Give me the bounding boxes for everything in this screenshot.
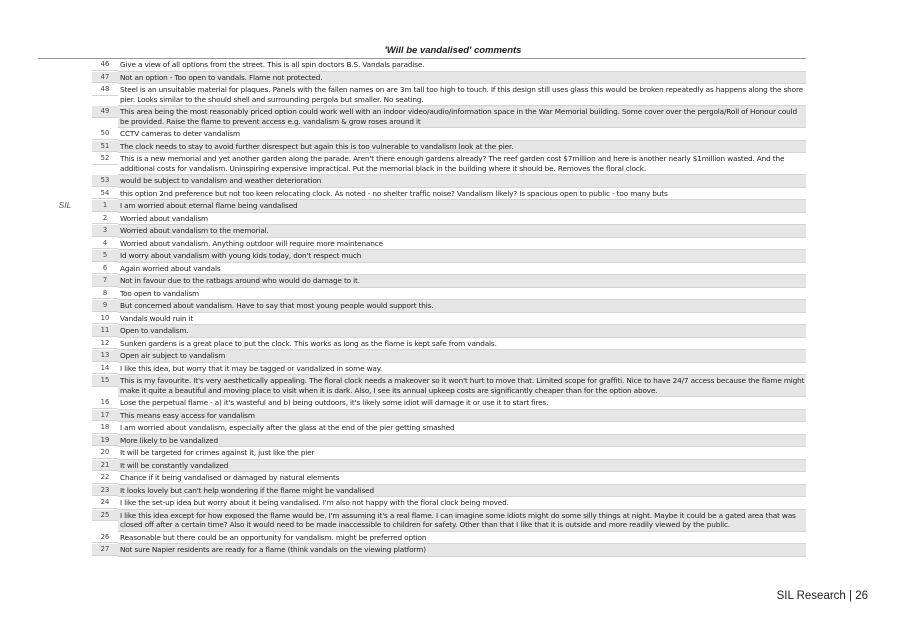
row-number: 19	[92, 435, 118, 447]
comment-text: I like this idea except for how exposed the flame would be. I'm assuming it's a real flame. I can imagine some idiots might do some silly things at night. Maybe it could be a gated area that was closed off after a certain time? Also it would need to be made inaccessible to children for safety. Other than that I like that it is outside and more readily viewed by the public.	[118, 510, 806, 532]
group-label	[38, 153, 92, 154]
comment-text: Steel is an unsuitable material for plaques. Panels with the fallen names on are 3m tall too high to touch. If this design still uses glass this would be broken repeatedly as happens along the shore pier. Looks similar to the should shell and surrounding pergola but smaller. No seating.	[118, 84, 806, 106]
table-row	[38, 422, 806, 435]
group-label	[38, 472, 92, 473]
row-number: 22	[92, 472, 118, 484]
group-label	[38, 410, 92, 411]
table-row	[38, 275, 806, 288]
group-label	[38, 497, 92, 498]
table-row	[38, 325, 806, 338]
row-number: 49	[92, 106, 118, 118]
group-label	[38, 128, 92, 129]
page-title: 'Will be vandalised' comments	[384, 45, 522, 56]
row-number: 14	[92, 363, 118, 375]
group-label	[38, 59, 92, 60]
group-label	[38, 225, 92, 226]
table-row	[38, 397, 806, 410]
table-row	[38, 375, 806, 397]
table-row	[38, 532, 806, 545]
table-row	[38, 188, 806, 201]
row-number: 25	[92, 510, 118, 522]
comment-text: Open to vandalism.	[118, 325, 806, 338]
comment-text: Reasonable but there could be an opportunity for vandalism. might be preferred option	[118, 532, 806, 545]
comment-text: I am worried about eternal flame being vandalised	[118, 200, 806, 213]
group-label	[38, 213, 92, 214]
table-row	[38, 338, 806, 351]
group-label	[38, 175, 92, 176]
table-row	[38, 485, 806, 498]
table-row	[38, 263, 806, 276]
row-number: 15	[92, 375, 118, 387]
group-label	[38, 72, 92, 73]
comment-text: The clock needs to stay to avoid further disrespect but again this is too vulnerable to vandalism look at the pier.	[118, 141, 806, 154]
row-number: 54	[92, 188, 118, 200]
group-label	[38, 275, 92, 276]
group-label	[38, 106, 92, 107]
row-number: 50	[92, 128, 118, 140]
group-label	[38, 84, 92, 85]
group-label	[38, 250, 92, 251]
table-row	[38, 153, 806, 175]
table-row	[38, 128, 806, 141]
row-number: 51	[92, 141, 118, 153]
table-row	[38, 460, 806, 473]
table-row	[38, 141, 806, 154]
comment-text: Worried about vandalism	[118, 213, 806, 226]
comment-text: This is a new memorial and yet another garden along the parade. Aren't there enough gardens already? The reef garden cost $7million and here is another nearly $1million wasted. And the additional costs for vandalism. Uninspiring expensive impractical. Put the memorial black in the building where it should be. Removes the floral clock.	[118, 153, 806, 175]
comment-text: I am worried about vandalism, especially after the glass at the end of the pier getting smashed	[118, 422, 806, 435]
comment-text: Id worry about vandalism with young kids today, don't respect much	[118, 250, 806, 263]
group-label	[38, 435, 92, 436]
row-number: 13	[92, 350, 118, 362]
row-number: 8	[92, 288, 118, 300]
comment-text: CCTV cameras to deter vandalism	[118, 128, 806, 141]
table-row	[38, 435, 806, 448]
comment-text: this option 2nd preference but not too keen relocating clock. As noted - no shelter traffic noise? Vandalism likely? Is spacious open to public - too many buts	[118, 188, 806, 201]
comment-text: Give a view of all options from the street. This is all spin doctors B.S. Vandals paradise.	[118, 59, 806, 72]
page-footer: SIL Research | 26	[776, 590, 868, 602]
row-number: 18	[92, 422, 118, 434]
comment-text: would be subject to vandalism and weather deterioration	[118, 175, 806, 188]
comment-text: Again worried about vandals	[118, 263, 806, 276]
row-number: 3	[92, 225, 118, 237]
row-number: 23	[92, 485, 118, 497]
group-label	[38, 460, 92, 461]
comment-text: It will be constantly vandalized	[118, 460, 806, 473]
row-number: 47	[92, 72, 118, 84]
comment-text: Chance if it being vandalised or damaged by natural elements	[118, 472, 806, 485]
table-row	[38, 313, 806, 326]
table-row	[38, 363, 806, 376]
group-label	[38, 510, 92, 511]
row-number: 52	[92, 153, 118, 165]
row-number: 10	[92, 313, 118, 325]
row-number: 9	[92, 300, 118, 312]
comment-text: But concerned about vandalism. Have to say that most young people would support this.	[118, 300, 806, 313]
comment-text: Sunken gardens is a great place to put the clock. This works as long as the flame is kept safe from vandals.	[118, 338, 806, 351]
row-number: 1	[92, 200, 118, 212]
comment-text: Not sure Napier residents are ready for a flame (think vandals on the viewing platform)	[118, 544, 806, 557]
table-row	[38, 225, 806, 238]
table-row	[38, 350, 806, 363]
table-row	[38, 510, 806, 532]
group-label	[38, 141, 92, 142]
comment-text: This area being the most reasonably priced option could work well with an indoor video/audio/information space in the War Memorial building. Some cover over the pergola/Roll of Honour could be provided. Raise the flame to prevent access e.g. vandalism & grow roses around it	[118, 106, 806, 128]
row-number: 7	[92, 275, 118, 287]
row-number: 46	[92, 59, 118, 71]
comment-text: Open air subject to vandalism	[118, 350, 806, 363]
group-label	[38, 313, 92, 314]
row-number: 6	[92, 263, 118, 275]
row-number: 11	[92, 325, 118, 337]
comment-text: More likely to be vandalized	[118, 435, 806, 448]
comment-text: I like the set-up idea but worry about it being vandalised. I'm also not happy with the floral clock being moved.	[118, 497, 806, 510]
table-row	[38, 106, 806, 128]
row-number: 26	[92, 532, 118, 544]
row-number: 21	[92, 460, 118, 472]
table-row	[38, 250, 806, 263]
group-label	[38, 338, 92, 339]
group-label	[38, 363, 92, 364]
group-label	[38, 544, 92, 545]
group-label	[38, 263, 92, 264]
table-row	[38, 72, 806, 85]
comment-text: Vandals would ruin it	[118, 313, 806, 326]
comment-text: Too open to vandalism	[118, 288, 806, 301]
table-row	[38, 84, 806, 106]
row-number: 16	[92, 397, 118, 409]
table-row	[38, 300, 806, 313]
table-row	[38, 410, 806, 423]
group-label	[38, 188, 92, 189]
table-row	[38, 288, 806, 301]
comments-table	[38, 58, 806, 557]
group-label	[38, 532, 92, 533]
comment-text: This is my favourite. It's very aesthetically appealing. The floral clock needs a makeover so it won't hurt to move that. Limited scope for graffiti. Nice to have 24/7 access because the flame might make it quite a beautiful and moving place to visit when it is dark. Also, I see its annual upkeep costs are significantly cheaper than for the option above.	[118, 375, 806, 397]
row-number: 48	[92, 84, 118, 96]
table-row	[38, 497, 806, 510]
table-row	[38, 213, 806, 226]
group-label	[38, 422, 92, 423]
group-label	[38, 397, 92, 398]
comment-text: Not an option - Too open to vandals. Flame not protected.	[118, 72, 806, 85]
row-number: 5	[92, 250, 118, 262]
row-number: 27	[92, 544, 118, 556]
table-row	[38, 544, 806, 557]
group-label	[38, 300, 92, 301]
table-row	[38, 200, 806, 213]
comment-text: I like this idea, but worry that it may be tagged or vandalized in some way.	[118, 363, 806, 376]
row-number: 20	[92, 447, 118, 459]
row-number: 24	[92, 497, 118, 509]
comment-text: Worried about vandalism to the memorial.	[118, 225, 806, 238]
comment-text: Lose the perpetual flame - a) it's wasteful and b) being outdoors, it's likely some idiot will damage it or use it to start fires.	[118, 397, 806, 410]
row-number: 17	[92, 410, 118, 422]
table-row	[38, 59, 806, 72]
table-row	[38, 238, 806, 251]
group-label	[38, 288, 92, 289]
group-label: SIL	[58, 200, 72, 210]
comment-text: Worried about vandalism. Anything outdoor will require more maintenance	[118, 238, 806, 251]
group-label	[38, 238, 92, 239]
group-label	[38, 375, 92, 376]
row-number: 53	[92, 175, 118, 187]
comment-text: It looks lovely but can't help wondering if the flame might be vandalised	[118, 485, 806, 498]
table-row	[38, 447, 806, 460]
group-label	[38, 447, 92, 448]
comment-text: Not in favour due to the ratbags around who would do damage to it.	[118, 275, 806, 288]
row-number: 4	[92, 238, 118, 250]
row-number: 12	[92, 338, 118, 350]
group-label	[38, 325, 92, 326]
row-number: 2	[92, 213, 118, 225]
comment-text: It will be targeted for crimes against it, just like the pier	[118, 447, 806, 460]
group-label	[38, 485, 92, 486]
table-row	[38, 175, 806, 188]
comment-text: This means easy access for vandalism	[118, 410, 806, 423]
table-row	[38, 472, 806, 485]
group-label	[38, 350, 92, 351]
